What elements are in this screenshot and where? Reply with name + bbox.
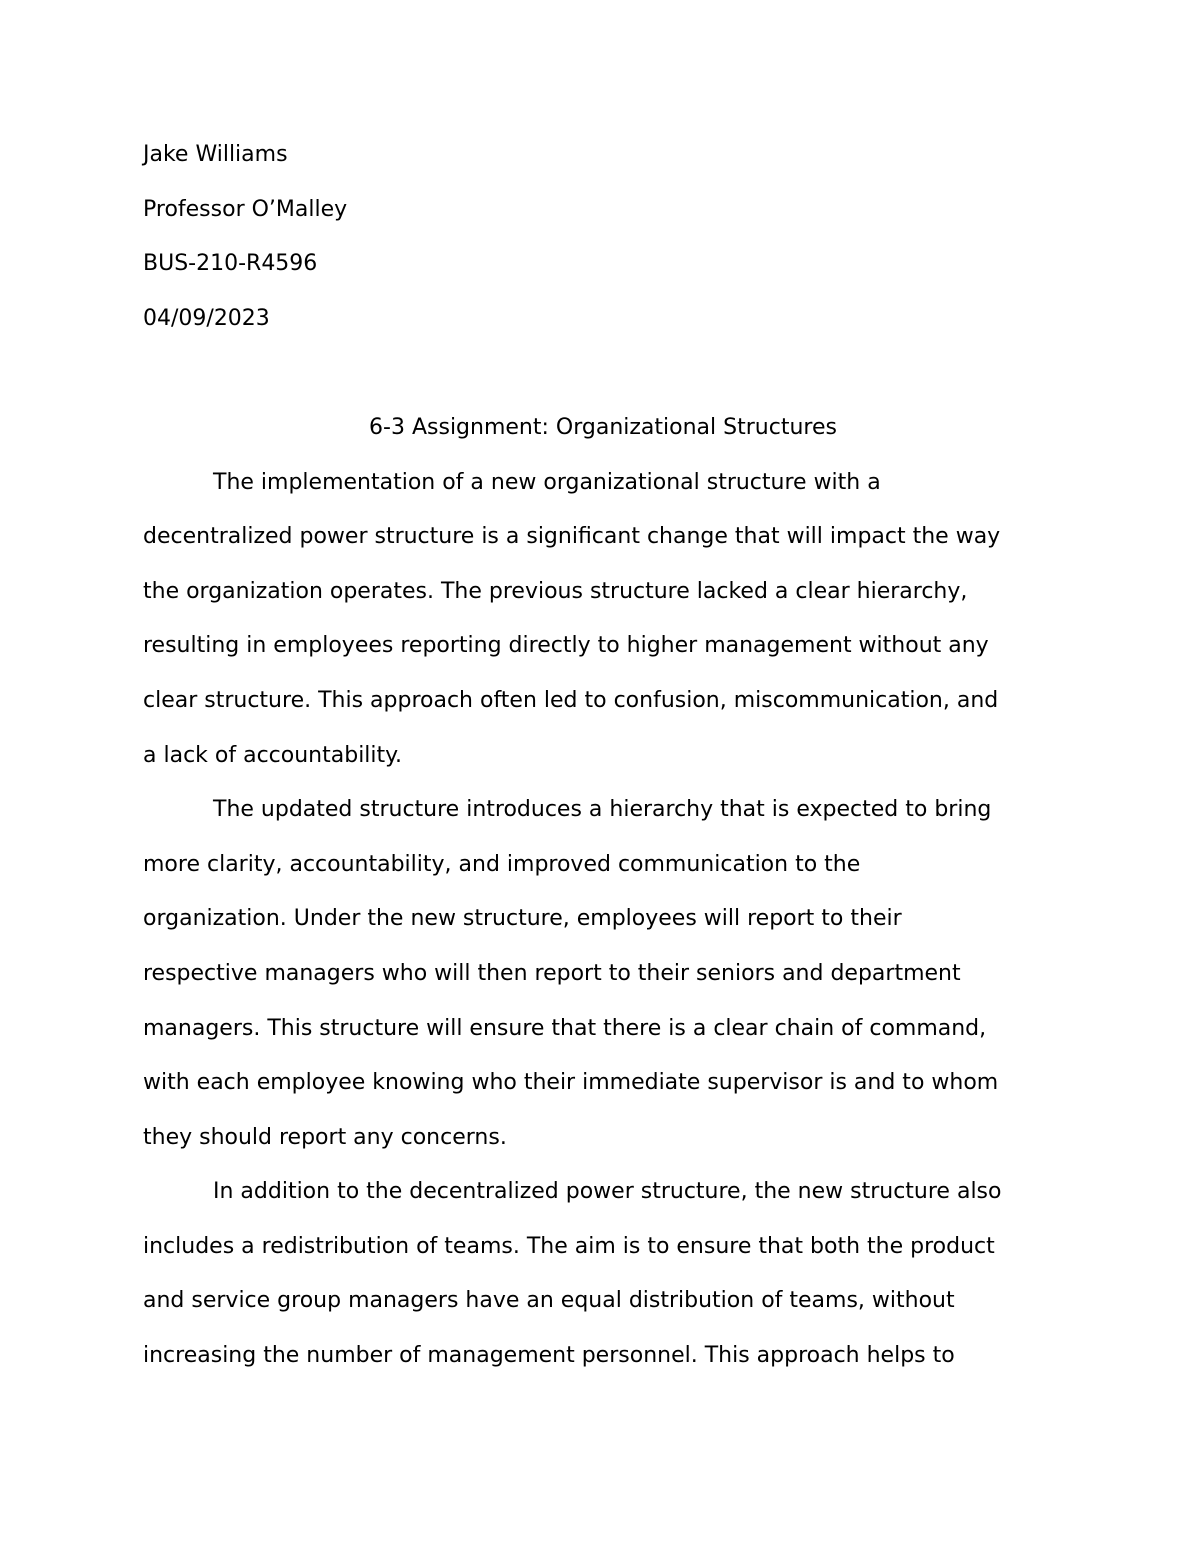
blank-line [143,346,1063,401]
paragraph-line: and service group managers have an equal distribution of teams, without [143,1288,955,1314]
paragraph-line: respective managers who will then report to their seniors and department [143,960,961,986]
paragraph-line: The implementation of a new organizational structure with a [213,469,881,495]
paragraph-line: increasing the number of management personnel. This approach helps to [143,1343,955,1369]
professor-name: Professor O’Malley [143,196,348,222]
document-body [143,128,1063,1384]
paragraph-line: In addition to the decentralized power structure, the new structure also [213,1179,1002,1205]
paragraph-line: The updated structure introduces a hierarchy that is expected to bring [213,797,992,823]
paragraph-line: with each employee knowing who their immediate supervisor is and to whom [143,1070,999,1096]
course-code: BUS-210-R4596 [143,251,318,277]
paragraph-2 [143,783,1063,1165]
paragraph-line: organization. Under the new structure, employees will report to their [143,906,902,932]
paragraph-line: includes a redistribution of teams. The aim is to ensure that both the product [143,1233,995,1259]
paragraph-line: resulting in employees reporting directly to higher management without any [143,633,989,659]
paragraph-line: more clarity, accountability, and improved communication to the [143,851,861,877]
student-name: Jake Williams [143,142,288,167]
paragraph-line: decentralized power structure is a significant change that will impact the way [143,524,1001,550]
submission-date: 04/09/2023 [143,305,270,331]
paragraph-1 [143,456,1063,784]
paragraph-line: clear structure. This approach often led to confusion, miscommunication, and [143,687,999,713]
paragraph-line: the organization operates. The previous structure lacked a clear hierarchy, [143,578,968,604]
paragraph-line: a lack of accountability. [143,742,403,768]
paragraph-line: managers. This structure will ensure that there is a clear chain of command, [143,1015,987,1041]
paragraph-line: they should report any concerns. [143,1124,507,1150]
paragraph-3 [143,1165,1063,1383]
document-title: 6-3 Assignment: Organizational Structures [369,414,837,440]
